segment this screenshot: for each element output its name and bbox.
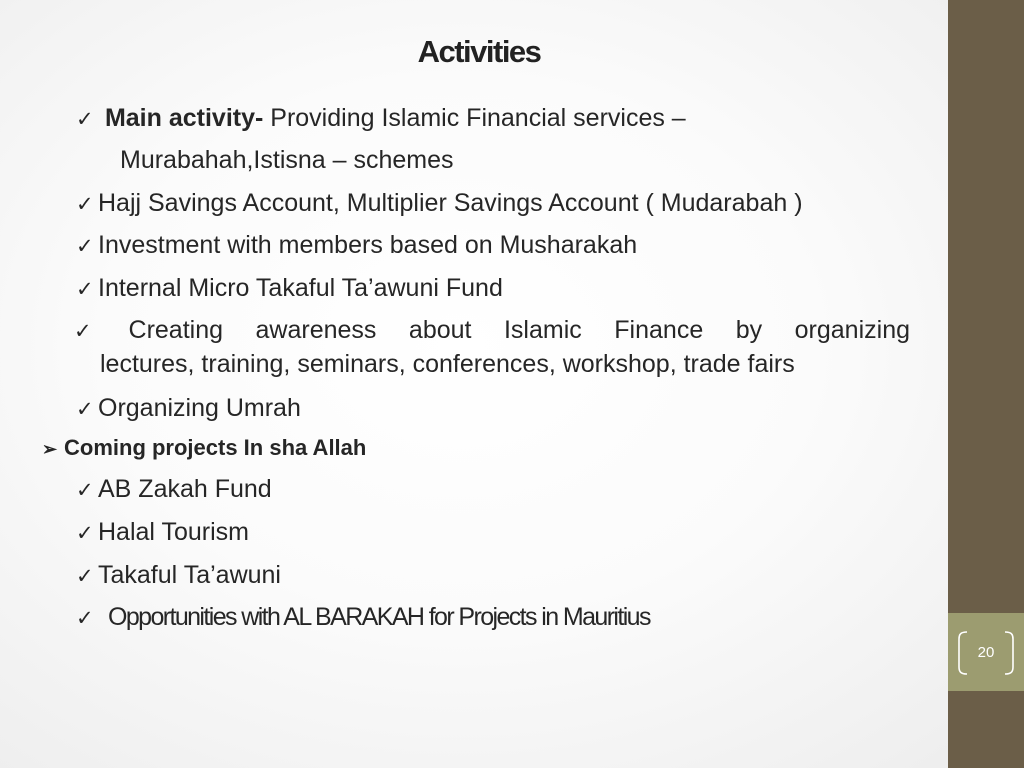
slide-title: Activities	[417, 34, 541, 69]
list-item-text: AB Zakah Fund	[98, 475, 272, 503]
list-item-line-1	[74, 313, 910, 349]
list-item	[76, 103, 686, 135]
list-item	[76, 188, 803, 220]
list-item	[76, 602, 650, 634]
check-icon: ✓	[76, 108, 94, 131]
list-item-text: Opportunities with AL BARAKAH for Projects in Mauritius	[108, 603, 650, 631]
list-item-text: Takaful Ta’awuni	[98, 561, 281, 589]
list-item-text: Investment with members based on Musharakah	[98, 231, 638, 259]
list-item	[76, 560, 281, 592]
coming-projects-text: Coming projects In sha Allah	[64, 435, 367, 460]
check-icon: ✓	[76, 522, 94, 545]
list-item	[76, 517, 249, 549]
page-number: 20	[977, 644, 995, 661]
list-item-line-2: lectures, training, seminars, conferences, workshop, trade fairs	[100, 350, 795, 378]
check-icon: ✓	[76, 193, 94, 216]
main-activity-text: Providing Islamic Financial services –	[263, 104, 686, 132]
list-item	[74, 313, 910, 381]
list-item	[76, 393, 301, 425]
check-icon: ✓	[76, 565, 94, 588]
list-item-text: Organizing Umrah	[98, 394, 301, 422]
list-item-text: Hajj Savings Account, Multiplier Savings Account ( Mudarabah )	[98, 189, 803, 217]
list-item-text: Internal Micro Takaful Ta’awuni Fund	[98, 274, 503, 302]
list-item-text: Creating awareness about Islamic Finance by organizing	[96, 316, 910, 344]
check-icon: ✓	[76, 607, 94, 630]
list-item	[76, 273, 503, 305]
list-item-text: Halal Tourism	[98, 518, 249, 546]
check-icon: ✓	[74, 320, 92, 343]
arrow-bullet-icon: ➢	[42, 439, 58, 459]
list-item	[76, 474, 272, 506]
check-icon: ✓	[76, 278, 94, 301]
check-icon: ✓	[76, 398, 94, 421]
check-icon: ✓	[76, 235, 94, 258]
list-item	[76, 230, 637, 262]
main-activity-label: Main activity-	[104, 104, 264, 132]
check-icon: ✓	[76, 479, 94, 502]
list-item-continuation: Murabahah,Istisna – schemes	[120, 146, 454, 174]
coming-projects-heading	[42, 435, 366, 461]
